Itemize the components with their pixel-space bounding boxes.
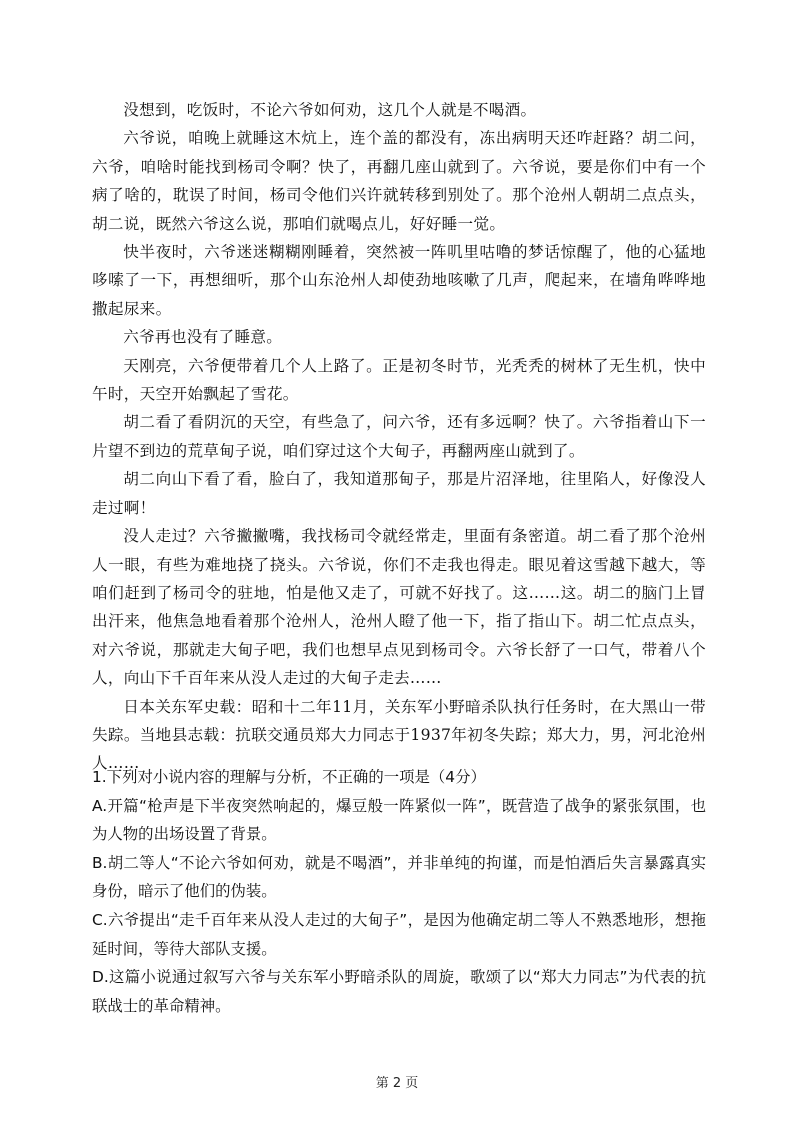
story-paragraph: 六爷说，咱晚上就睡这木炕上，连个盖的都没有，冻出病明天还咋赶路？胡二问，六爷，咱啥时能找到杨司令啊？快了，再翻几座山就到了。六爷说，要是你们中有一个病了啥的，耽误了时间，杨司令他们兴许就转移到别处了。那个沧州人朝胡二点点头，胡二说，既然六爷这么说，那咱们就喝点儿，好好睡一觉。	[92, 129, 706, 233]
option-d: D.这篇小说通过叙写六爷与关东军小野暗杀队的周旋，歌颂了以“郑大力同志”为代表的抗联战士的革命精神。	[92, 968, 706, 1015]
option-b: B.胡二等人“不论六爷如何劝，就是不喝酒”，并非单纯的拘谨，而是怕酒后失言暴露真实身份，暗示了他们的伪装。	[92, 853, 706, 901]
option-c: C.六爷提出“走千百年来从没人走过的大甸子”，是因为他确定胡二等人不熟悉地形，想拖延时间，等待大部队支援。	[92, 910, 706, 958]
story-paragraph: 胡二向山下看了看，脸白了，我知道那甸子，那是片沼泽地，往里陷人，好像没人走过啊！	[92, 470, 706, 517]
page-number: 第 2 页	[375, 1076, 419, 1091]
question-block	[92, 763, 706, 1020]
story-paragraph: 没想到，吃饭时，不论六爷如何劝，这几个人就是不喝酒。	[123, 101, 537, 119]
question-stem: 1.下列对小说内容的理解与分析，不正确的一项是（4分）	[92, 768, 486, 786]
story-paragraph: 天刚亮，六爷便带着几个人上路了。正是初冬时节，光秃秃的树林了无生机，快中午时，天空开始飘起了雪花。	[92, 356, 706, 404]
story-paragraph: 六爷再也没有了睡意。	[123, 328, 283, 347]
story-paragraph: 日本关东军史载：昭和十二年11月，关东军小野暗杀队执行任务时，在大黑山一带失踪。当地县志载：抗联交通员郑大力同志于1937年初冬失踪；郑大力，男，河北沧州人……	[92, 697, 706, 773]
story-paragraph: 没人走过？六爷撇撇嘴，我找杨司令就经常走，里面有条密道。胡二看了那个沧州人一眼，有些为难地挠了挠头。六爷说，你们不走我也得走。眼见着这雪越下越大，等咱们赶到了杨司令的驻地，怕是他又走了，可就不好找了。这……这。胡二的脑门上冒出汗来，他焦急地看着那个沧州人，沧州人瞪了他一下，指了指山下。胡二忙点点头，对六爷说，那就走大甸子吧，我们也想早点见到杨司令。六爷长舒了一口气，带着八个人，向山下千百年来从没人走过的大甸子走去……	[92, 527, 706, 688]
option-a: A.开篇“枪声是下半夜突然响起的，爆豆般一阵紧似一阵”，既营造了战争的紧张氛围，也为人物的出场设置了背景。	[92, 796, 706, 844]
story-paragraph: 快半夜时，六爷迷迷糊糊刚睡着，突然被一阵叽里咕噜的梦话惊醒了，他的心猛地哆嗦了一下，再想细听，那个山东沧州人却使劲地咳嗽了几声，爬起来，在墙角哗哗地撒起尿来。	[92, 243, 706, 318]
story-text	[92, 96, 706, 778]
story-paragraph: 胡二看了看阴沉的天空，有些急了，问六爷，还有多远啊？快了。六爷指着山下一片望不到边的荒草甸子说，咱们穿过这个大甸子，再翻两座山就到了。	[92, 413, 706, 460]
